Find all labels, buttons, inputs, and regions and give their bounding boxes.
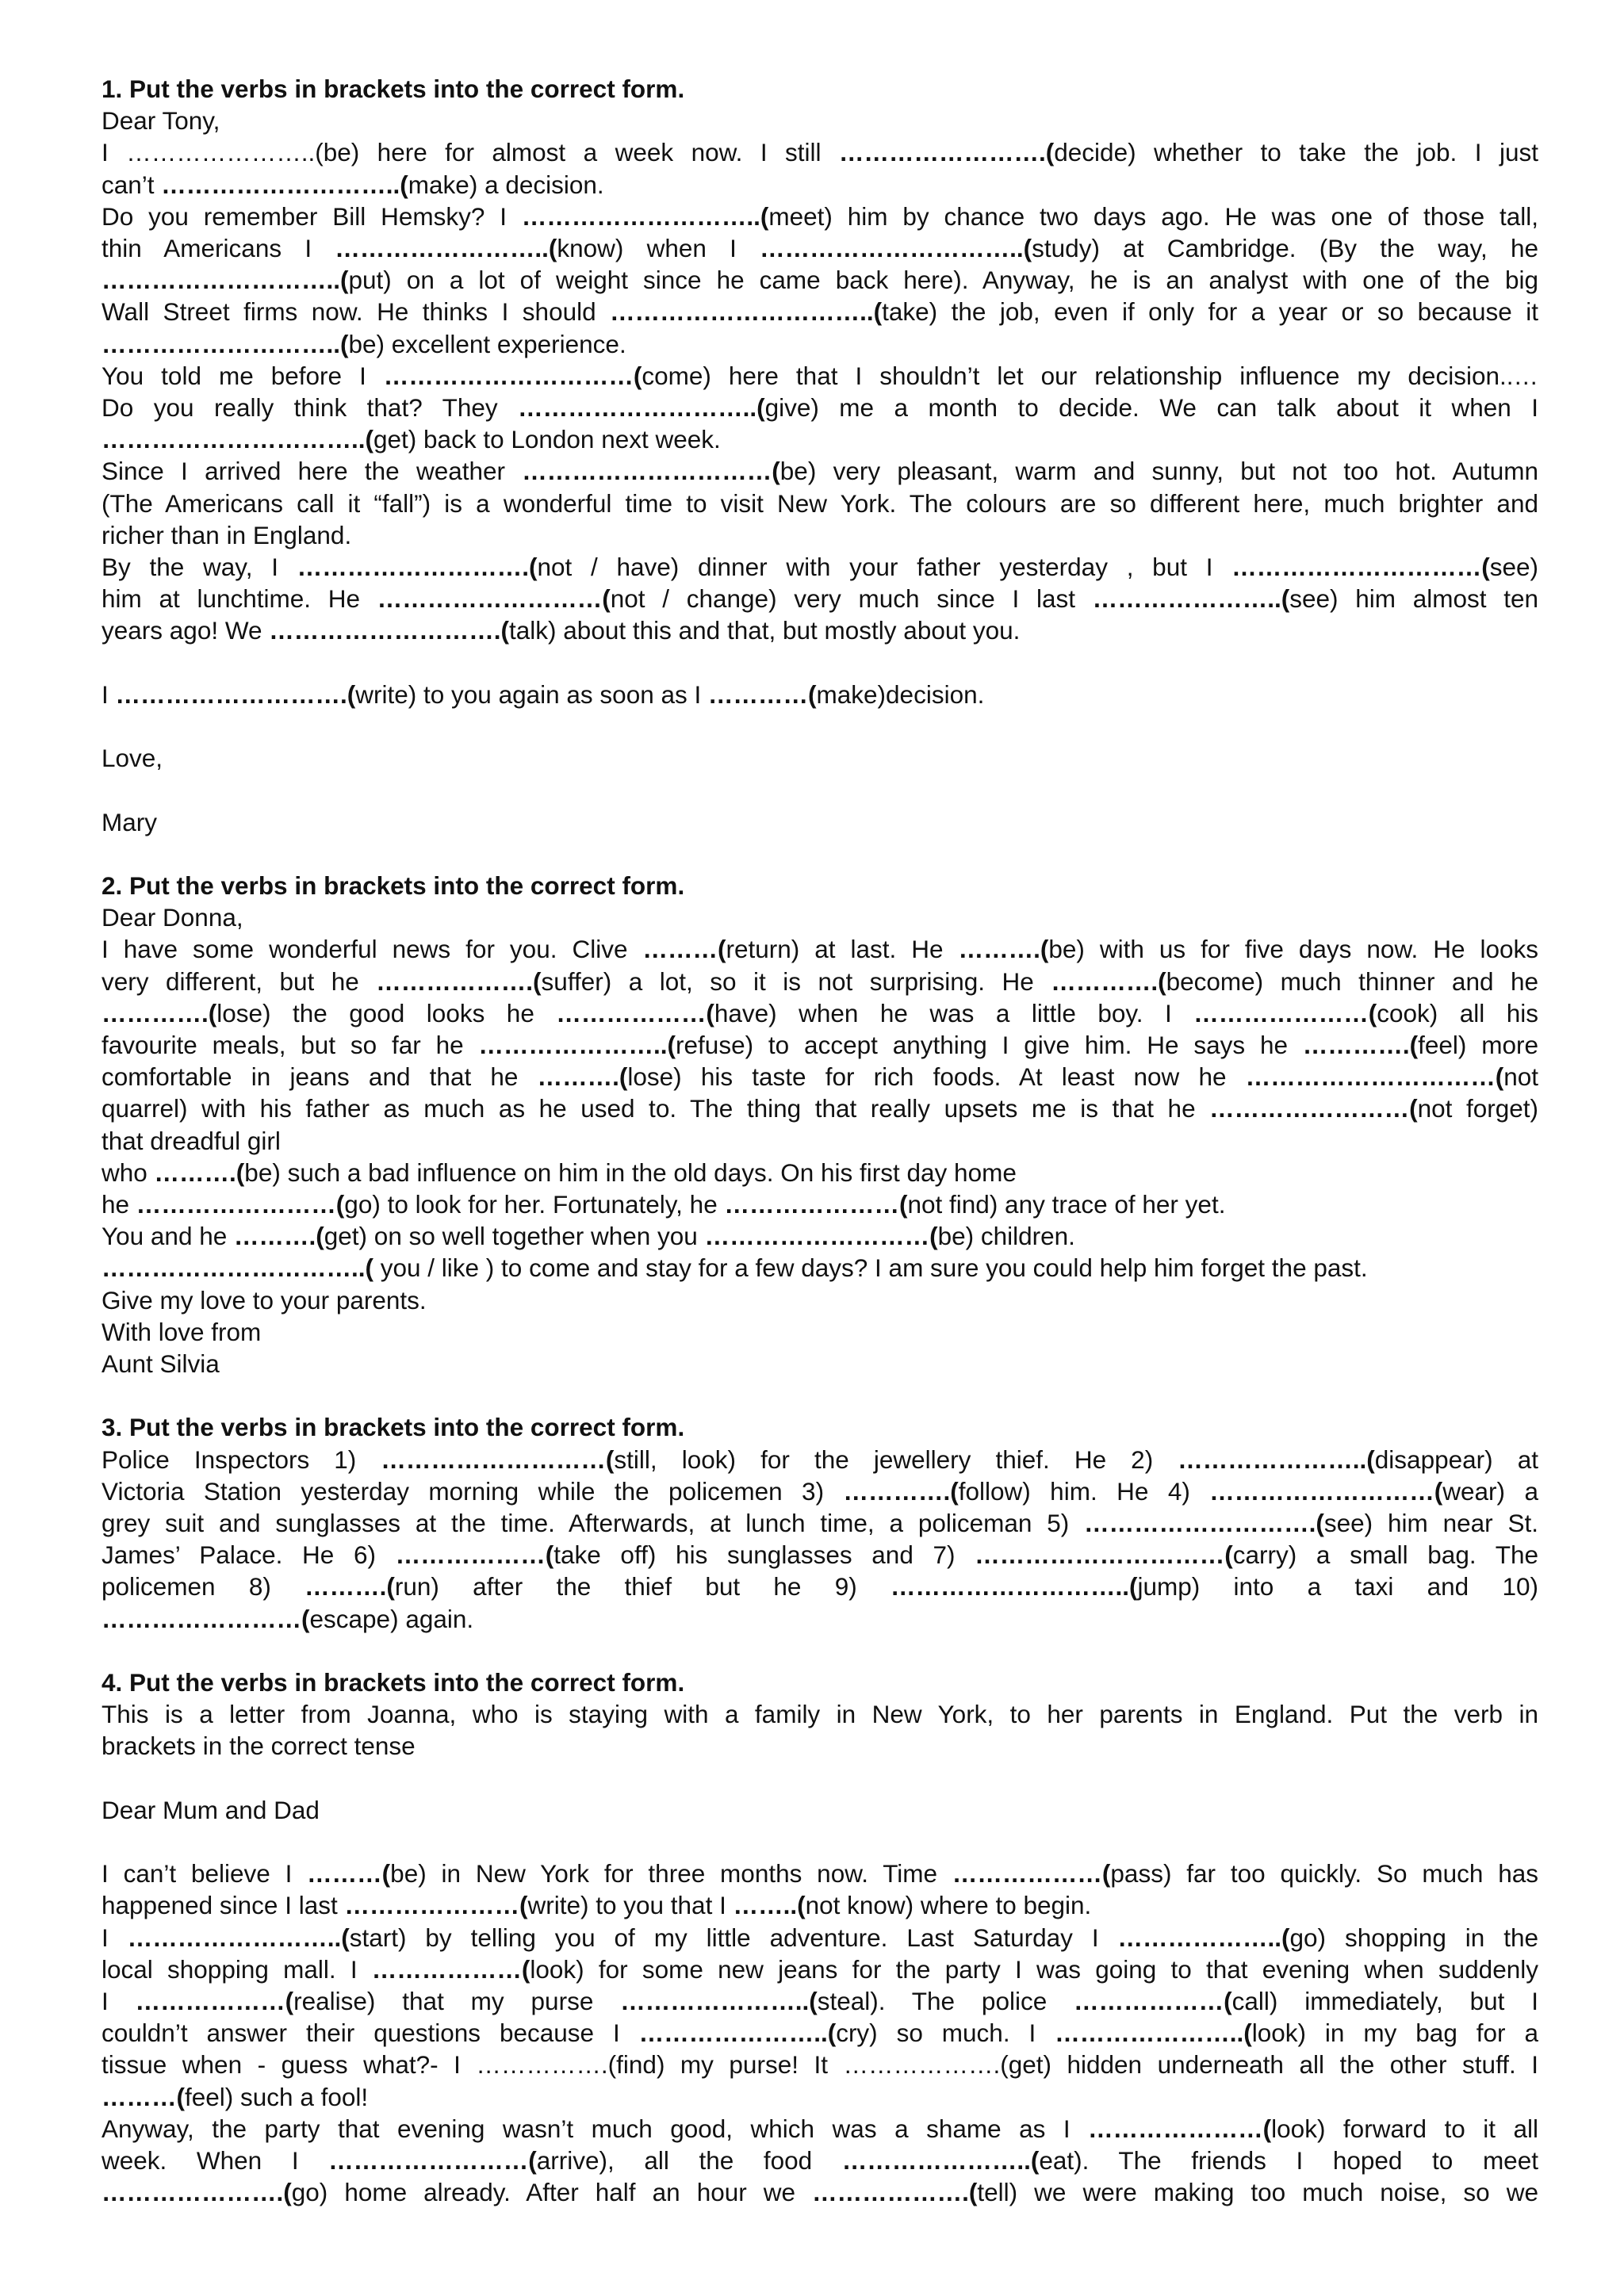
text-line: Anyway, the party that evening wasn’t much good, which was a shame as I …………………(look) forward to it all <box>102 2114 1538 2143</box>
exercise-heading: 4. Put the verbs in brackets into the correct form. <box>102 1668 685 1697</box>
section-gap <box>102 1635 1538 1667</box>
blank-line <box>102 647 1538 679</box>
text-line: ………………………..(put) on a lot of weight since he came back here). Anyway, he is an analyst with one of the big <box>102 266 1538 295</box>
text-line: ………(feel) such a fool! <box>102 2082 369 2111</box>
text-line: Wall Street firms now. He thinks I should …………………………..(take) the job, even if only for a year or so because it <box>102 297 1538 327</box>
text-line: brackets in the correct tense <box>102 1732 416 1761</box>
text-line: ………………….(go) home already. After half an hour we ……………….(tell) we were making too much noise, so we <box>102 2178 1538 2207</box>
text-line: I …………………..(be) here for almost a week now. I still …………………….(decide) whether to take the job. I just <box>102 138 1538 167</box>
text-line: James’ Palace. He 6) ………………(take off) his sunglasses and 7) …………………………(carry) a small bag. The <box>102 1540 1538 1570</box>
text-line: …………………………..(get) back to London next week. <box>102 425 721 454</box>
text-line: ………………………..(be) excellent experience. <box>102 329 626 358</box>
text-line: …………………………..( you / like ) to come and stay for a few days? I am sure you could help him forget the past. <box>102 1253 1368 1283</box>
text-line: very different, but he ……………….(suffer) a lot, so it is not surprising. He ………….(become) much thinner and he <box>102 966 1539 996</box>
text-line: You told me before I …………………………(come) here that I shouldn’t let our relationship influence my decision..… <box>102 361 1538 390</box>
text-line: richer than in England. <box>102 520 352 549</box>
text-line: him at lunchtime. He ………………………(not / change) very much since I last …………………..(see) him almost ten <box>102 584 1538 614</box>
text-line: ………….(lose) the good looks he ………………(have) when he was a little boy. I …………………(cook) all his <box>102 998 1538 1027</box>
text-line: that dreadful girl <box>102 1126 281 1155</box>
text-line: Do you remember Bill Hemsky? I ………………………..(meet) him by chance two days ago. He was one of those tall, <box>102 201 1538 231</box>
text-line: favourite meals, but so far he …………………..(refuse) to accept anything I give him. He says he ………….(feel) more <box>102 1031 1539 1060</box>
text-line: couldn’t answer their questions because I …………………..(cry) so much. I …………………..(look) in my bag for a <box>102 2019 1538 2048</box>
text-line: tissue when - guess what?- I …………….(find) my purse! It ……………….(get) hidden underneath all the other stuff. I <box>102 2050 1538 2080</box>
blank-line <box>102 1826 1538 1858</box>
text-line: You and he ……….(get) on so well together when you ………………………(be) children. <box>102 1222 1075 1251</box>
text-line: Since I arrived here the weather …………………………(be) very pleasant, warm and sunny, but not too hot. Autumn <box>102 457 1538 486</box>
text-line: Do you really think that? They ………………………..(give) me a month to decide. We can talk about it when I <box>102 393 1538 423</box>
text-line: quarrel) with his father as much as he used to. The thing that really upsets me is that he ……………………(not forget) <box>102 1094 1538 1123</box>
text-line: Dear Donna, <box>102 903 243 932</box>
text-line: ……………………(escape) again. <box>102 1604 474 1633</box>
text-line: I ……………………….(write) to you again as soon as I …………(make)decision. <box>102 679 985 709</box>
text-line: policemen 8) ……….(run) after the thief but he 9) ………………………..(jump) into a taxi and 10) <box>102 1572 1539 1601</box>
exercise-heading: 1. Put the verbs in brackets into the correct form. <box>102 75 685 103</box>
text-line: years ago! We ……………………….(talk) about this and that, but mostly about you. <box>102 616 1021 645</box>
text-line: I ……………………..(start) by telling you of my little adventure. Last Saturday I ………………..(go) shopping in the <box>102 1923 1538 1952</box>
text-line: By the way, I ……………………….(not / have) dinner with your father yesterday , but I …………………………(see) <box>102 553 1538 582</box>
text-line: I ………………(realise) that my purse …………………..(steal). The police ………………(call) immediately, but I <box>102 1987 1538 2016</box>
text-line: Mary <box>102 807 157 836</box>
text-line: Give my love to your parents. <box>102 1285 427 1314</box>
exercise-section-4 <box>102 1667 1538 2208</box>
text-line: Aunt Silvia <box>102 1349 220 1379</box>
exercise-heading: 2. Put the verbs in brackets into the correct form. <box>102 871 685 901</box>
text-line: Dear Tony, <box>102 106 220 136</box>
text-line: I have some wonderful news for you. Clive ………(return) at last. He ……….(be) with us for five days now. He looks <box>102 935 1539 964</box>
text-line: I can’t believe I ………(be) in New York for three months now. Time ………………(pass) far too quickly. So much has <box>102 1859 1538 1888</box>
text-line: he ……………………(go) to look for her. Fortunately, he …………………(not find) any trace of her yet. <box>102 1190 1226 1219</box>
text-line: grey suit and sunglasses at the time. Afterwards, at lunch time, a policeman 5) ……………………….(see) him near St. <box>102 1509 1538 1538</box>
blank-line <box>102 1762 1538 1794</box>
section-gap <box>102 838 1538 870</box>
text-line: (The Americans call it “fall”) is a wonderful time to visit New York. The colours are so different here, much brighter and <box>102 488 1538 518</box>
text-line: thin Americans I ……………………..(know) when I …………………………..(study) at Cambridge. (By the way, he <box>102 234 1538 263</box>
text-line: comfortable in jeans and that he ……….(lose) his taste for rich foods. At least now he …………………………(not <box>102 1062 1538 1092</box>
text-line: Police Inspectors 1) ………………………(still, look) for the jewellery thief. He 2) …………………..(disappear) at <box>102 1445 1538 1474</box>
section-gap <box>102 1380 1538 1411</box>
text-line: Dear Mum and Dad <box>102 1795 320 1824</box>
text-line: can’t ………………………..(make) a decision. <box>102 170 604 199</box>
exercise-heading: 3. Put the verbs in brackets into the correct form. <box>102 1413 685 1442</box>
text-line: week. When I ……………………(arrive), all the food …………………..(eat). The friends I hoped to meet <box>102 2146 1538 2175</box>
worksheet-page <box>102 73 1538 2208</box>
exercise-section-3 <box>102 1411 1538 1667</box>
exercise-section-1 <box>102 73 1538 870</box>
text-line: This is a letter from Joanna, who is staying with a family in New York, to her parents in England. Put the verb in <box>102 1700 1538 1729</box>
text-line: Victoria Station yesterday morning while the policemen 3) ………….(follow) him. He 4) ………………………(wear) a <box>102 1476 1538 1506</box>
exercise-section-2 <box>102 870 1538 1411</box>
text-line: happened since I last …………………(write) to you that I ……..(not know) where to begin. <box>102 1891 1092 1920</box>
text-line: local shopping mall. I ………………(look) for some new jeans for the party I was going to that evening when suddenly <box>102 1954 1538 1984</box>
text-line: Love, <box>102 744 163 773</box>
text-line: who ……….(be) such a bad influence on him in the old days. On his first day home <box>102 1158 1017 1187</box>
blank-line <box>102 710 1538 742</box>
text-line: With love from <box>102 1317 262 1346</box>
blank-line <box>102 774 1538 806</box>
